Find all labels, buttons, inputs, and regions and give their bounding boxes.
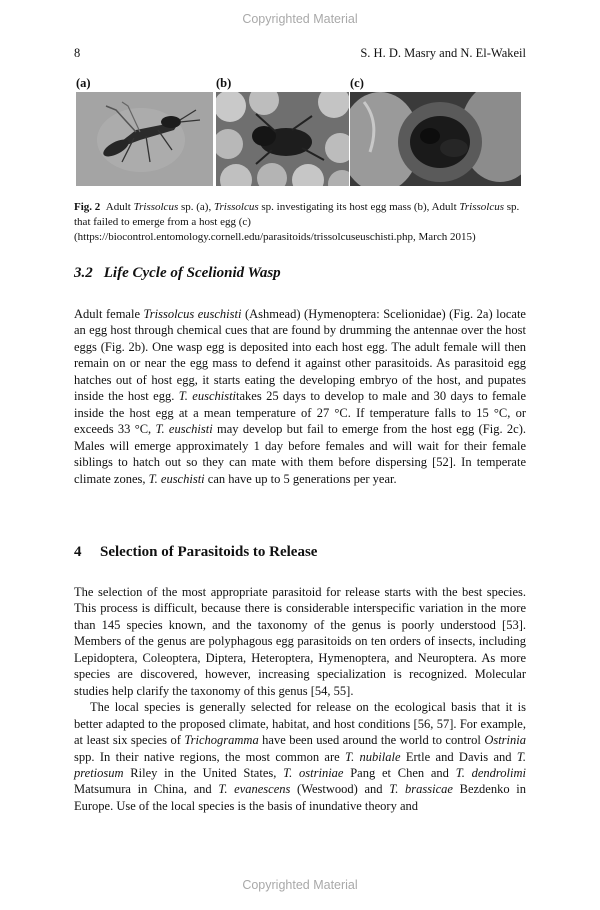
section-4-body: [74, 584, 526, 814]
panel-label-b: (b): [216, 76, 232, 90]
wasp-in-egg-photo-c: [350, 92, 521, 186]
watermark-top: Copyrighted Material: [242, 12, 358, 26]
running-authors: S. H. D. Masry and N. El-Wakeil: [360, 46, 526, 60]
page-number: 8: [74, 46, 81, 60]
section-4-paragraph-2: The local species is generally selected for release on the ecological basis that it is better adapted to the proposed climate, habitat, and host conditions [56, 57]. For example, at least six species of Trichogramma have been used around the world to control Ostrinia spp. In their native regions, the most common are T. nubilale Ertle and Davis and T. pretiosum Riley in the United States, T. ostriniae Pang et Chen and T. dendrolimi Matsumura in China, and T. evanescens (Westwood) and T. brassicae Bezdenko in Europe. Use of the local species is the basis of inundative theory and: [74, 700, 527, 813]
panel-label-c: (c): [350, 76, 364, 90]
caption-label: Fig. 2: [74, 201, 101, 213]
figure-caption: Fig. 2 Adult Trissolcus sp. (a), Trissolcus sp. investigating its host egg mass (b), Adult Trissolcus sp. that failed to emerge from a host egg (c) (https://biocontrol.entomology.cornell.edu/parasitoids/trissolcuseuschisti.php, March 2015): [74, 201, 520, 243]
watermark-bottom: Copyrighted Material: [242, 878, 358, 892]
figure-photo-c: [350, 92, 521, 186]
figure-photo-a: [76, 92, 213, 186]
panel-label-a: (a): [76, 76, 91, 90]
section-heading-3-2: 3.2 Life Cycle of Scelionid Wasp: [74, 265, 281, 281]
section-4-paragraph-1: The selection of the most appropriate parasitoid for release starts with the best species. This process is difficult, because there is considerable interspecific variation in the more than 145 species known, and the taxonomy of the genus is poorly understood [53]. Members of the genus are polyphagous egg parasitoids on ten orders of insects, including Lepidoptera, Coleoptera, Diptera, Heteroptera, Hymenoptera, and Neuroptera. As more species are discovered, however, increasing specialization is recognized. Molecular studies help clarify the taxonomy of this genus [54, 55].: [74, 585, 526, 698]
wasp-on-eggs-photo-b: [216, 92, 349, 186]
wasp-photo-a: [76, 92, 213, 186]
section-heading-4: 4 Selection of Parasitoids to Release: [74, 544, 318, 560]
section-3-2-paragraph: Adult female Trissolcus euschisti (Ashmead) (Hymenoptera: Scelionidae) (Fig. 2a) locate an egg host through chemical cues that are found by drumming the antennae over the host eggs (Fig. 2b). One wasp egg is deposited into each host egg. The adult female will then remain on or near the egg mass to defend it against other parasitoids. As parasitoid egg hatches out of host egg, it starts eating the developing embryo of the host, and pupates inside the host egg. T. euschistitakes 25 days to develop to male and 30 days to female inside the host egg at a mean temperature of 27 °C. If temperature falls to 15 °C, or exceeds 33 °C, T. euschisti may develop but fail to emerge from the host egg (Fig. 2c). Males will emerge approximately 1 day before females and will wait for their female siblings to hatch out so they can mate with them before dispersing [52]. In temperate climate zones, T. euschisti can have up to 5 generations per year.: [74, 307, 526, 486]
figure-photo-b: [216, 92, 349, 186]
